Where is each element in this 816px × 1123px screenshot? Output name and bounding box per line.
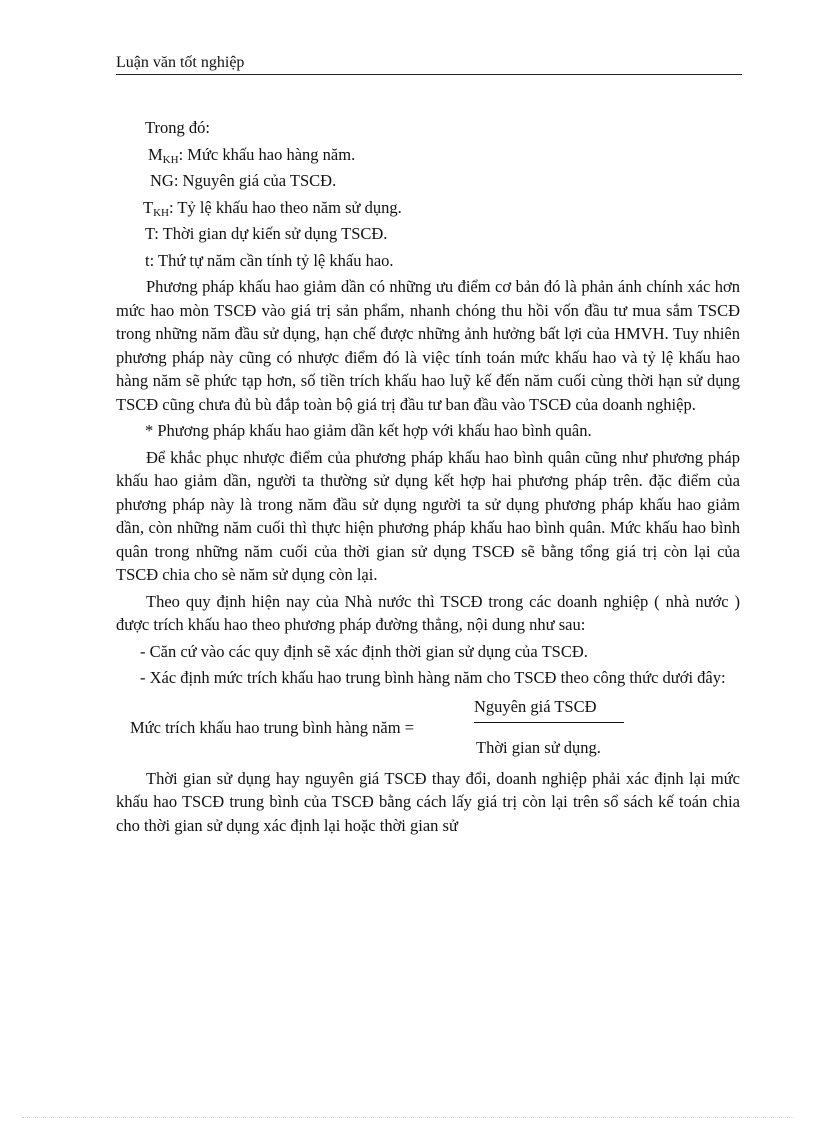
tkh-symbol: T	[143, 197, 154, 217]
tkh-text: : Tỷ lệ khấu hao theo năm sử dụng.	[168, 197, 402, 217]
definition-ng: NG: Nguyên giá của TSCĐ.	[150, 171, 337, 190]
section-heading-combined-method: * Phương pháp khấu hao giảm dần kết hợp với khấu hao bình quân.	[145, 421, 592, 440]
mkh-subscript: KH	[162, 153, 179, 166]
paragraph-advantages: Phương pháp khấu hao giảm dần có những ưu điểm cơ bản đó là phản ánh chính xác hơn mức hao mòn TSCĐ vào giá trị sản phẩm, nhanh chóng thu hồi vốn đầu tư mua sắm TSCĐ trong những năm đầu sử dụng, hạn chế được những ảnh hưởng bất lợi của HMVH. Tuy nhiên phương pháp này cũng có nhược điểm đó là việc tính toán mức khấu hao và tỷ lệ khấu hao hàng năm sẽ phức tạp hơn, số tiền trích khấu hao luỹ kế đến năm cuối cùng thời hạn sử dụng TSCĐ cũng chưa đủ bù đắp toàn bộ giá trị đầu tư ban đầu vào TSCĐ của doanh nghiệp.	[116, 277, 740, 414]
formula-denominator: Thời gian sử dụng.	[476, 737, 601, 757]
header-title: Luận văn tốt nghiệp	[116, 54, 245, 71]
page-bottom-divider	[22, 1117, 794, 1118]
depreciation-formula	[116, 695, 740, 763]
formula-numerator: Nguyên giá TSCĐ	[474, 696, 597, 716]
document-body	[116, 116, 740, 837]
mkh-text: : Mức khấu hao hàng năm.	[178, 144, 356, 164]
paragraph-recalculation: Thời gian sử dụng hay nguyên giá TSCĐ thay đổi, doanh nghiệp phải xác định lại mức khấu hao TSCĐ trung bình của TSCĐ bằng cách lấy giá trị còn lại trên sổ sách kế toán chia cho thời gian sử dụng xác định lại hoặc thời gian sử	[116, 768, 740, 835]
tkh-subscript: KH	[153, 206, 169, 219]
paragraph-regulation: Theo quy định hiện nay của Nhà nước thì TSCĐ trong các doanh nghiệp ( nhà nước ) được trích khấu hao theo phương pháp đường thẳng, nội dung như sau:	[116, 591, 740, 634]
fraction-bar	[474, 722, 624, 723]
definition-tkh	[116, 196, 740, 220]
definition-t: T: Thời gian dự kiến sử dụng TSCĐ.	[145, 224, 388, 243]
list-item-2: - Xác định mức trích khấu hao trung bình hàng năm cho TSCĐ theo công thức dưới đây:	[140, 668, 726, 687]
page-header	[116, 50, 742, 75]
definition-tt: t: Thứ tự năm cần tính tỷ lệ khấu hao.	[145, 250, 394, 270]
definition-mkh	[116, 143, 740, 167]
paragraph-combined-method: Để khắc phục nhược điểm của phương pháp khấu hao bình quân cũng như phương pháp khấu hao giảm dần, người ta thường sử dụng kết hợp hai phương pháp trên. đặc điểm của phương pháp này là trong năm đầu sử dụng người ta sử dụng phương pháp khấu hao giảm dần, còn những năm cuối thì thực hiện phương pháp khấu hao bình quân. Mức khấu hao bình quân trong những năm cuối của thời gian sử dụng TSCĐ sẽ bằng tổng giá trị còn lại của TSCĐ chia cho sè năm sử dụng còn lại.	[116, 447, 740, 584]
formula-lhs: Mức trích khấu hao trung bình hàng năm =	[130, 717, 415, 737]
list-item-1: - Căn cứ vào các quy định sẽ xác định thời gian sử dụng của TSCĐ.	[140, 641, 588, 661]
definitions-intro: Trong đó:	[145, 118, 210, 137]
mkh-symbol: M	[148, 144, 163, 164]
